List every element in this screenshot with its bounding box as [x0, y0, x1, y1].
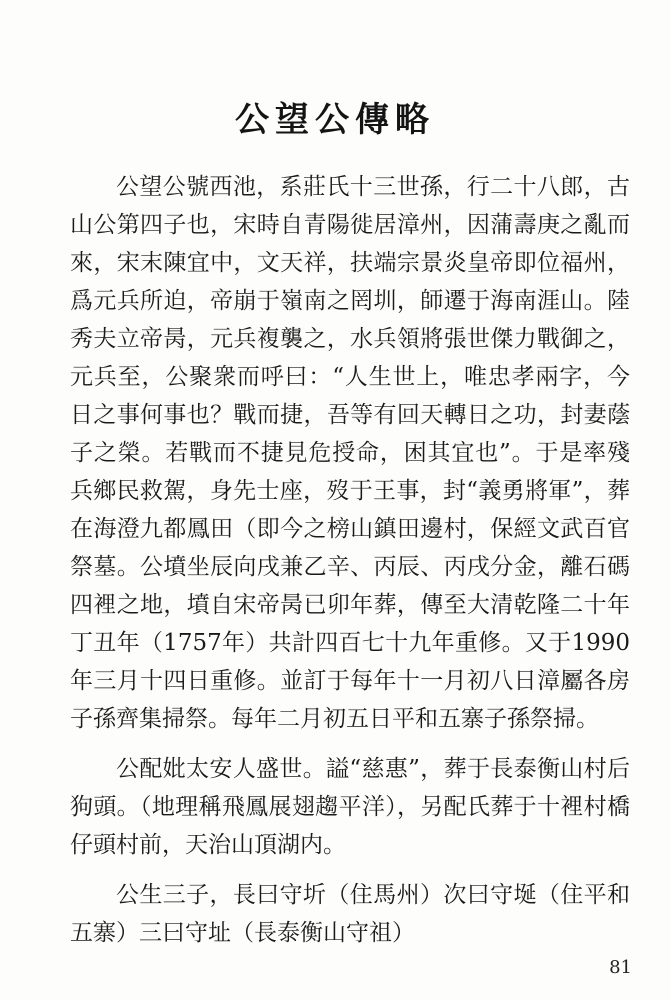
paragraph-children: 公生三子，長曰守圻（住馬州）次曰守埏（住平和五寨）三曰守址（長泰衡山守祖）: [70, 882, 630, 946]
paragraph-spouse: 公配妣太安人盛世。謚“慈惠”，葬于長泰衡山村后狗頭。（地理稱飛鳳展翅趨平洋），另配氏葬于十裡村橋仔頭村前，天治山頂湖内。: [70, 756, 630, 858]
page-number: 81: [609, 957, 632, 978]
paragraph-biography: 公望公號西池，系莊氏十三世孫，行二十八郎，古山公第四子也，宋時自青陽徙居漳州，因蒲壽庚之亂而來，宋末陳宜中，文天祥，扶端宗景炎皇帝即位福州，爲元兵所迫，帝崩于嶺南之罔圳，師遷于海南涯山。陸秀夫立帝昺，元兵複襲之，水兵領將張世傑力戰御之，元兵至，公聚衆而呼曰：“人生世上，唯忠孝兩字，今日之事何事也？戰而捷，吾等有回天轉日之功，封妻蔭子之榮。若戰而不捷見危授命，困其宜也”。于是率殘兵鄉民救駕，身先士座，歿于王事，封“義勇將軍”，葬在海澄九都鳳田（即今之榜山鎮田邊村，保經文武百官祭墓。公墳坐辰向戌兼乙辛、丙辰、丙戌分金，離石碼四裡之地，墳自宋帝昺已卯年葬，傳至大清乾隆二十年丁丑年（1757年）共計四百七十九年重修。又于1990年三月十四日重修。並訂于每年十一月初八日漳屬各房子孫齊集掃祭。每年二月初五日平和五寨子孫祭掃。: [70, 174, 630, 732]
page-title: 公望公傳略: [235, 100, 435, 140]
document-body: [70, 168, 630, 964]
